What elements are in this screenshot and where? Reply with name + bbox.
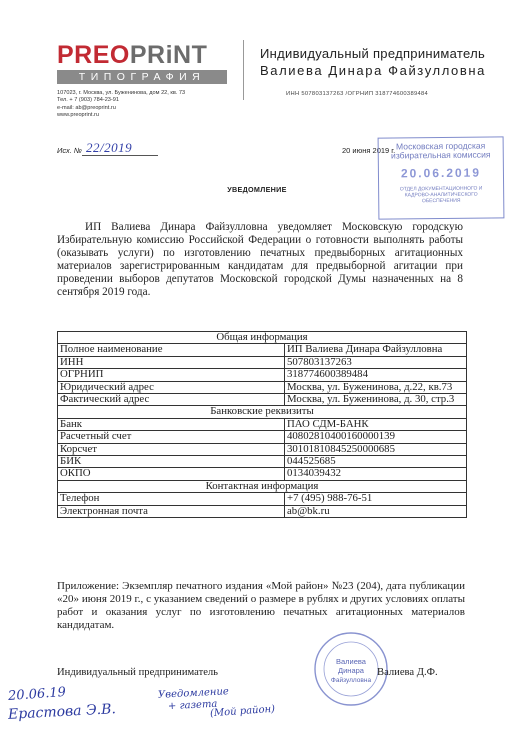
seal-name-line-3: Файзулловна: [330, 677, 372, 684]
stamp-line-2: избирательная комиссия: [390, 149, 491, 161]
table-row: [58, 344, 467, 356]
cell-value: +7 (495) 988-76-51: [285, 493, 467, 505]
handwritten-name: Ерастова Э.В.: [7, 701, 117, 723]
table-section-row: [58, 406, 467, 418]
cell-value: ИП Валиева Динара Файзулловна: [285, 344, 467, 356]
handwritten-date: 20.06.19: [7, 684, 67, 705]
seal-name-line-1: Валиева: [336, 657, 366, 666]
cell-key: ОКПО: [58, 468, 285, 480]
cell-value: ab@bk.ru: [285, 505, 467, 517]
registration-stamp: [378, 136, 505, 219]
seal-name-line-2: Динара: [338, 666, 364, 675]
stamp-line-4: КАДРОВО-АНАЛИТИЧЕСКОГО: [404, 191, 478, 199]
outgoing-label: Исх. №: [57, 146, 82, 155]
cell-key: Электронная почта: [58, 505, 285, 517]
cell-key: Фактический адрес: [58, 394, 285, 406]
table-row: [58, 356, 467, 368]
entrepreneur-name: Валиева Динара Файзулловна: [260, 63, 486, 78]
section-general: Общая информация: [58, 332, 467, 344]
contact-phone: Тел. + 7 (903) 784-23-91: [57, 97, 120, 104]
logo-word-red: PREO: [57, 41, 130, 69]
logo-subtitle: ТИПОГРАФИЯ: [57, 70, 227, 84]
contact-site: www.preoprint.ru: [57, 112, 99, 119]
cell-value: ПАО СДМ-БАНК: [285, 418, 467, 430]
table-row: [58, 418, 467, 430]
cell-value: 30101810845250000685: [285, 443, 467, 455]
table-row: [58, 468, 467, 480]
entrepreneur-inn: ИНН 507803137263 /ОГРНИП 318774600389484: [286, 91, 429, 97]
cell-key: ОГРНИП: [58, 369, 285, 381]
document-title: УВЕДОМЛЕНИЕ: [227, 185, 287, 194]
cell-value: 318774600389484: [285, 369, 467, 381]
handwritten-note-3: (Мой район): [209, 703, 276, 720]
signature-label: Индивидуальный предприниматель: [57, 667, 219, 678]
table-row: [58, 456, 467, 468]
cell-key: Расчетный счет: [58, 431, 285, 443]
info-table: [57, 331, 467, 518]
document-date: 20 июня 2019 г.: [342, 146, 396, 155]
handwritten-note-2: + газета: [167, 698, 218, 713]
table-row: [58, 493, 467, 505]
cell-key: ИНН: [58, 356, 285, 368]
stamp-line-1: Московская городская: [395, 140, 486, 152]
table-row: [58, 443, 467, 455]
table-row: [58, 505, 467, 517]
contact-email: e-mail: ab@preoprint.ru: [57, 104, 116, 111]
stamp-date: 20.06.2019: [400, 165, 482, 181]
logo-word-gray: PRiNT: [129, 41, 208, 69]
signature-name: Валиева Д.Ф.: [377, 667, 438, 678]
stamp-line-5: ОБЕСПЕЧЕНИЯ: [421, 197, 461, 205]
table-row: [58, 394, 467, 406]
appendix-text: Приложение: Экземпляр печатного издания «Мой район» №23 (204), дата публикации «20» июня 2019 г., с указанием сведений о размере в рублях и других условиях оплаты работ и оказания услуг по изготовлению печатных агитационных материалов кандидатам.: [57, 580, 465, 631]
table-row: [58, 381, 467, 393]
table-row: [58, 431, 467, 443]
header-divider: [243, 40, 244, 100]
cell-key: Телефон: [58, 493, 285, 505]
section-bank: Банковские реквизиты: [58, 406, 467, 418]
contact-address: 107023, г. Москва, ул. Буженинова, дом 22, кв. 73: [57, 90, 186, 96]
cell-value: 507803137263: [285, 356, 467, 368]
table-row: [58, 369, 467, 381]
table-section-row: [58, 332, 467, 344]
company-logo: [57, 43, 207, 68]
outgoing-underline: [82, 155, 158, 156]
stamp-line-3: ОТДЕЛ ДОКУМЕНТАЦИОННОГО И: [399, 185, 483, 193]
body-text: ИП Валиева Динара Файзулловна уведомляет Московскую городскую Избирательную комиссию Российской Федерации о готовности выполнять работы (оказывать услуги) по изготовлению печатных предвыборных агитационных материалов зарегистрированным кандидатам для предвыборной агитации при проведении выборов депутатов Московской городской Думы назначенных на 8 сентября 2019 года.: [57, 221, 463, 298]
section-contact: Контактная информация: [58, 480, 467, 492]
cell-value: Москва, ул. Буженинова, д. 30, стр.3: [285, 394, 467, 406]
cell-value: 0134039432: [285, 468, 467, 480]
entrepreneur-title: Индивидуальный предприниматель: [260, 46, 486, 61]
cell-value: 044525685: [285, 456, 467, 468]
cell-value: 40802810400160000139: [285, 431, 467, 443]
cell-key: Юридический адрес: [58, 381, 285, 393]
handwritten-note-1: Уведомление: [157, 686, 230, 701]
cell-key: БИК: [58, 456, 285, 468]
table-section-row: [58, 480, 467, 492]
cell-key: Корсчет: [58, 443, 285, 455]
cell-key: Банк: [58, 418, 285, 430]
document-body: [57, 221, 463, 299]
company-contacts: [57, 90, 185, 120]
cell-value: Москва, ул. Буженинова, д.22, кв.73: [285, 381, 467, 393]
cell-key: Полное наименование: [58, 344, 285, 356]
outgoing-number: 22/2019: [86, 140, 133, 155]
